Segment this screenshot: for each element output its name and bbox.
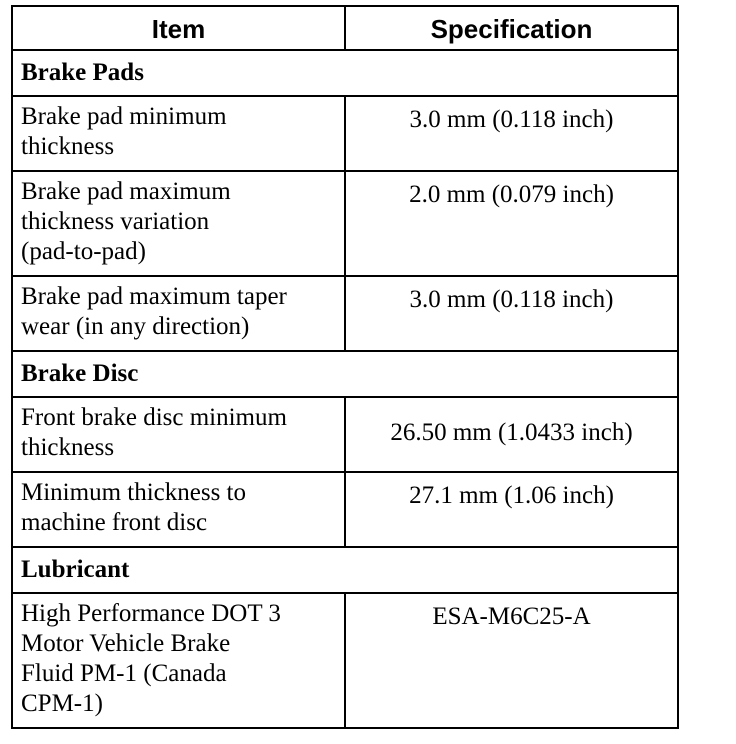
item-text-line: thickness — [21, 133, 115, 160]
spec-cell: 3.0 mm (0.118 inch) — [345, 276, 678, 351]
item-text-line: machine front disc — [21, 509, 208, 536]
table-row — [12, 472, 678, 547]
section-row-brake-pads — [12, 50, 678, 96]
header-item: Item — [12, 6, 345, 50]
item-text-line: Brake pad maximum taper — [21, 283, 287, 310]
spec-cell: 26.50 mm (1.0433 inch) — [345, 397, 678, 472]
item-text-line: Minimum thickness to — [21, 479, 246, 506]
section-title: Lubricant — [12, 547, 678, 593]
item-text-line: thickness — [21, 434, 115, 461]
item-cell — [12, 593, 345, 728]
item-cell — [12, 397, 345, 472]
item-text-line: Fluid PM-1 (Canada — [21, 660, 227, 687]
item-cell — [12, 276, 345, 351]
table-row — [12, 171, 678, 276]
section-row-lubricant — [12, 547, 678, 593]
item-text-line: thickness variation — [21, 208, 210, 235]
table-row — [12, 276, 678, 351]
table-row — [12, 96, 678, 171]
section-title: Brake Disc — [12, 351, 678, 397]
spec-cell: 3.0 mm (0.118 inch) — [345, 96, 678, 171]
header-row — [12, 6, 678, 50]
item-cell — [12, 472, 345, 547]
item-text-line: Brake pad maximum — [21, 178, 231, 205]
item-text-line: Front brake disc minimum — [21, 404, 287, 431]
item-cell — [12, 171, 345, 276]
header-specification: Specification — [345, 6, 678, 50]
section-row-brake-disc — [12, 351, 678, 397]
item-text-line: CPM-1) — [21, 690, 103, 717]
table-row — [12, 397, 678, 472]
spec-cell: ESA-M6C25-A — [345, 593, 678, 728]
item-text-line: Motor Vehicle Brake — [21, 630, 231, 657]
item-text-line: (pad-to-pad) — [21, 238, 146, 265]
item-cell — [12, 96, 345, 171]
item-text-line: wear (in any direction) — [21, 313, 250, 340]
item-text-line: Brake pad minimum — [21, 103, 227, 130]
specification-table — [11, 5, 679, 729]
spec-cell: 27.1 mm (1.06 inch) — [345, 472, 678, 547]
section-title: Brake Pads — [12, 50, 678, 96]
table-row — [12, 593, 678, 728]
spec-cell: 2.0 mm (0.079 inch) — [345, 171, 678, 276]
item-text-line: High Performance DOT 3 — [21, 600, 281, 627]
